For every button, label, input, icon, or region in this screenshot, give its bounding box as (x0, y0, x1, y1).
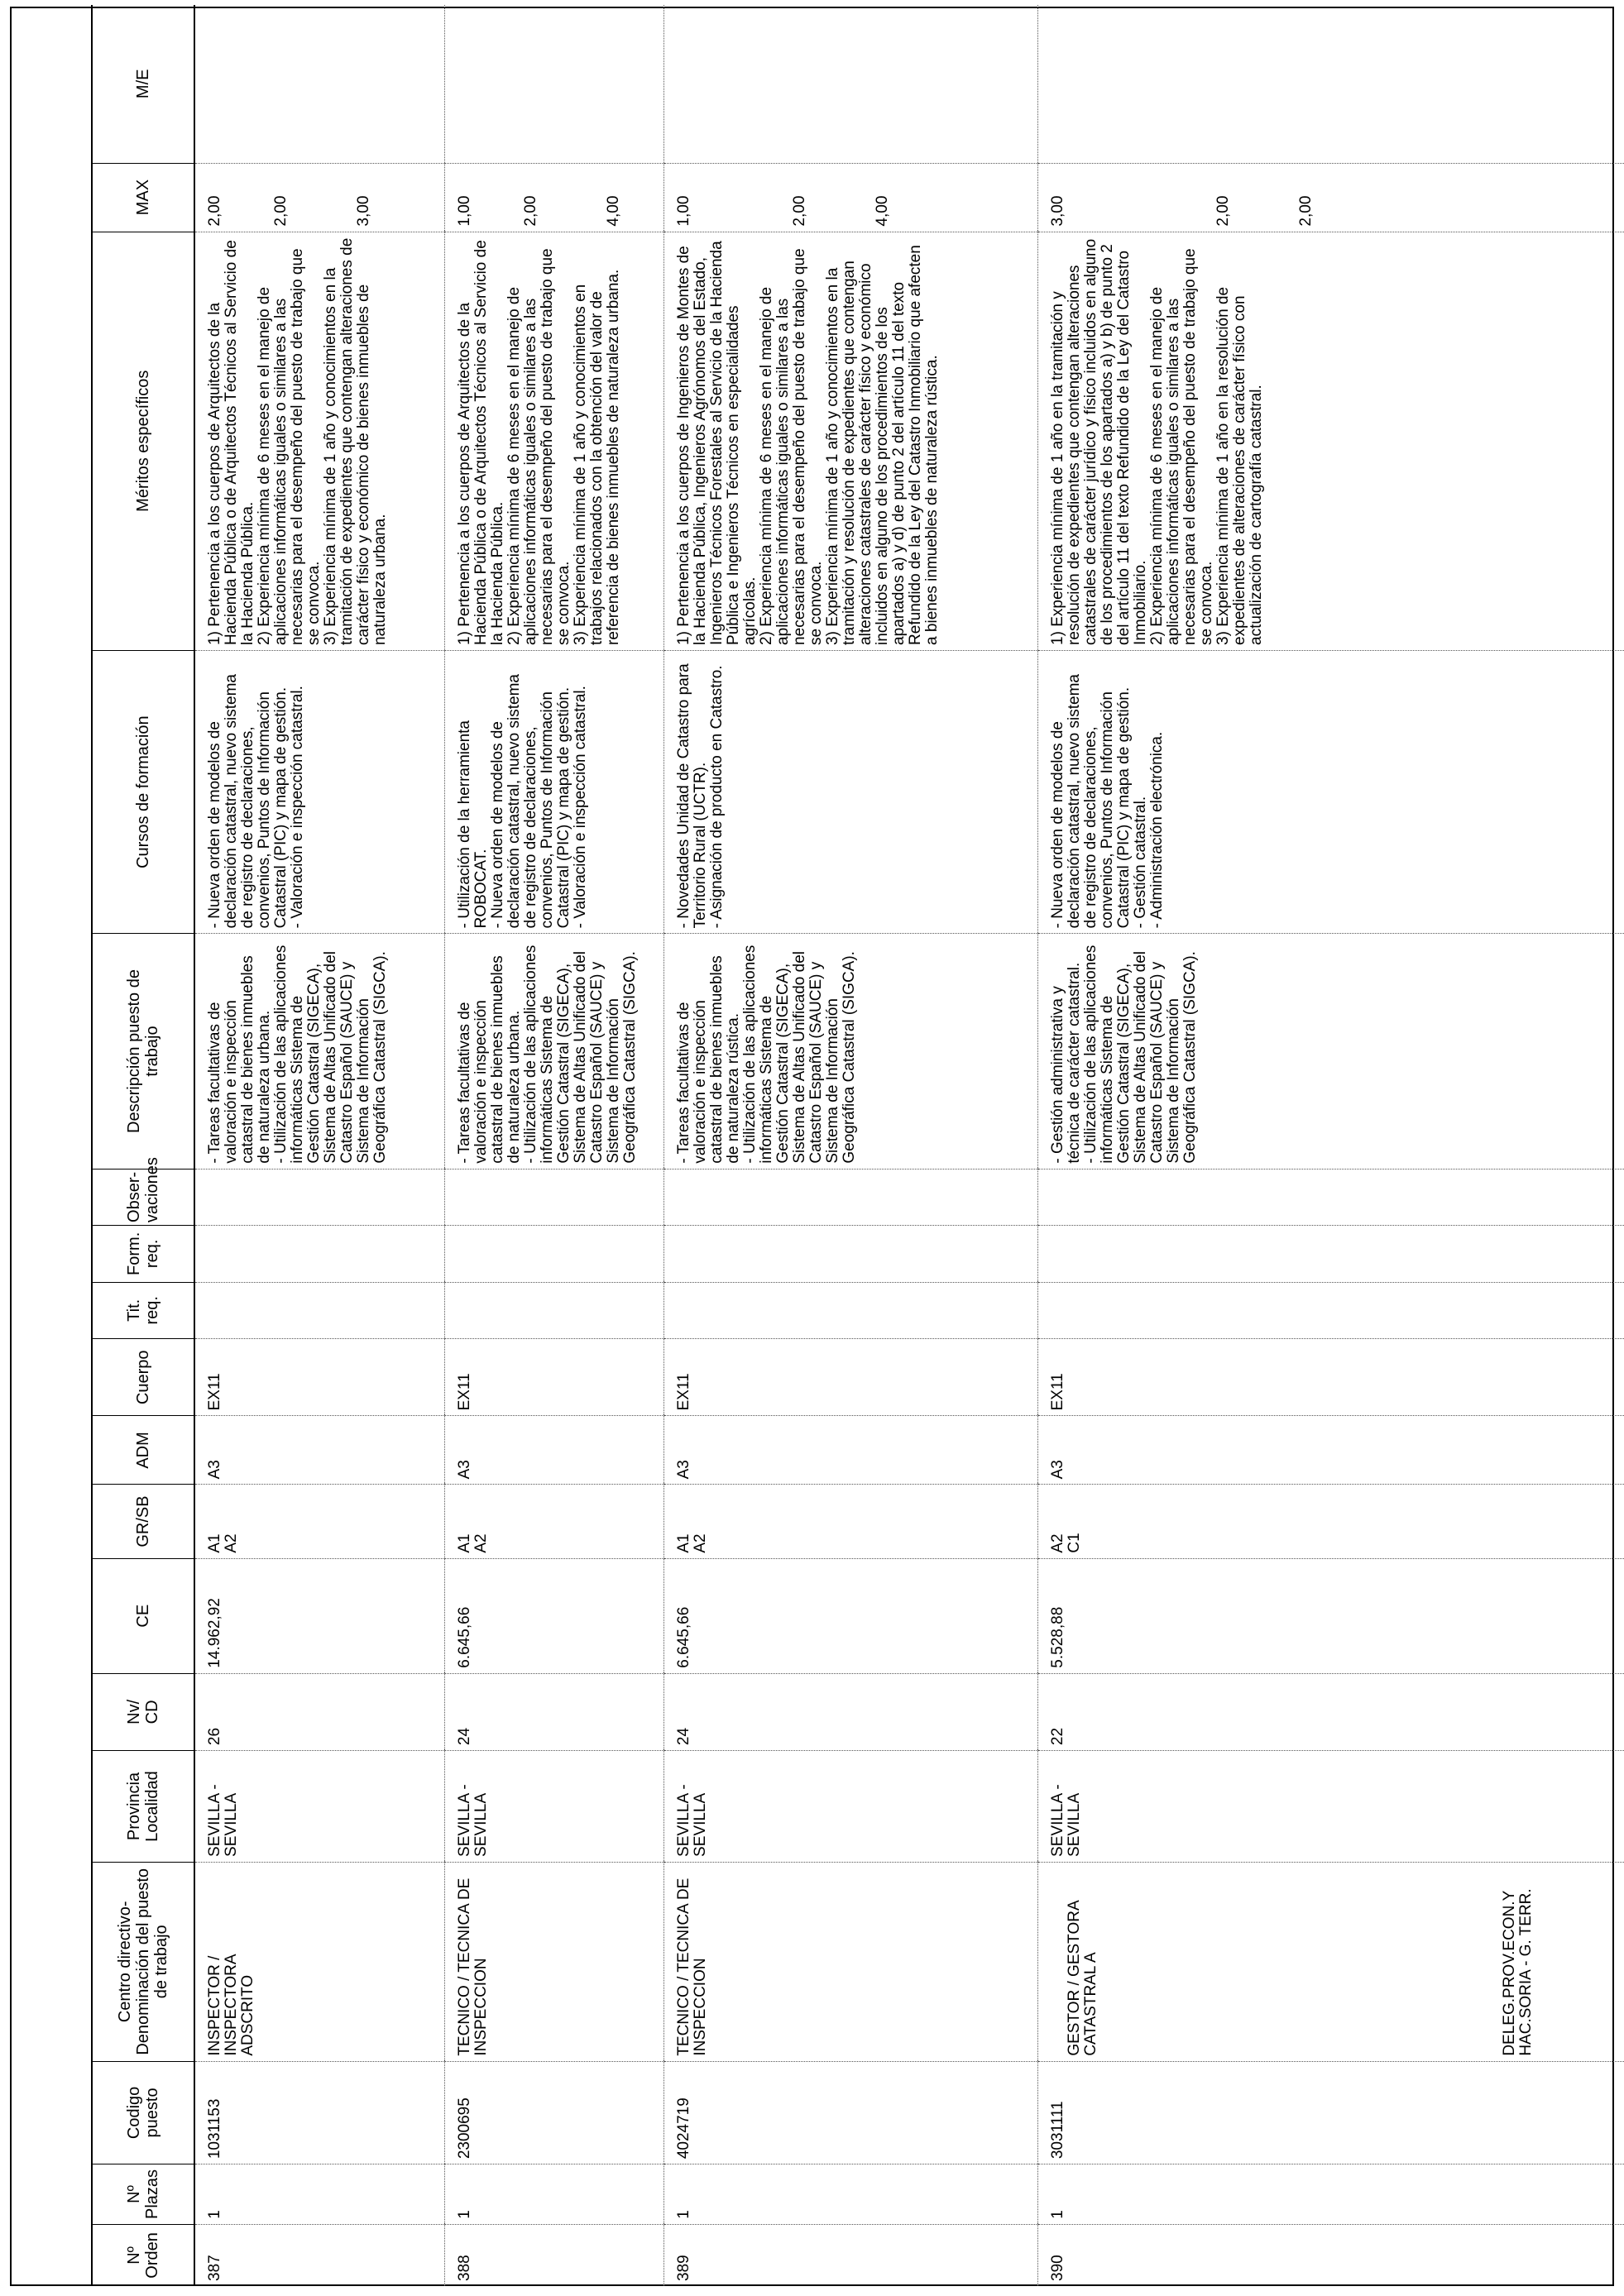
max-value: 3,00 (1048, 195, 1066, 227)
cell-nvcd: 26 (194, 1673, 444, 1750)
cell-form (444, 1226, 663, 1282)
cell-obs (1037, 1169, 1624, 1225)
header-adm: ADM (92, 1416, 194, 1485)
cell-ce: 5.528,88 (1037, 1558, 1624, 1673)
cell-ce: 6.645,66 (444, 1558, 663, 1673)
header-tit: Tit. req. (92, 1282, 194, 1338)
max-value: 4,00 (873, 195, 891, 227)
header-codigo: Codigo puesto (92, 2061, 194, 2164)
cell-nvcd: 24 (444, 1673, 663, 1750)
max-value: 2,00 (521, 195, 539, 227)
header-ce: CE (92, 1558, 194, 1673)
cell-max (444, 163, 663, 232)
centro-denominacion: GESTOR / GESTORA CATASTRAL A (1065, 1900, 1099, 2056)
cell-tit (1037, 1282, 1624, 1338)
header-provincia: Provincia Localidad (92, 1751, 194, 1863)
max-value: 1,00 (674, 195, 692, 227)
header-nvcd: Nv/ CD (92, 1673, 194, 1750)
cell-cursos: - Nueva orden de modelos de declaración catastral, nuevo sistema de registro de declaraciones, convenios, Puntos de Información Catastral (PIC) y mapa de gestión. - Valoración e inspección catastral. (194, 650, 444, 933)
cell-adm: A3 (194, 1416, 444, 1485)
cell-obs (663, 1169, 1037, 1225)
cell-provincia: SEVILLA - SEVILLA (663, 1751, 1037, 1863)
max-value: 4,00 (604, 195, 622, 227)
cell-codigo: 4024719 (663, 2061, 1037, 2164)
max-value: 2,00 (1296, 195, 1315, 227)
header-cuerpo: Cuerpo (92, 1339, 194, 1416)
max-value: 2,00 (790, 195, 808, 227)
cell-nvcd: 24 (663, 1673, 1037, 1750)
header-centro: Centro directivo- Denominación del puesto de trabajo (92, 1862, 194, 2061)
cell-cursos: - Utilización de la herramienta ROBOCAT. - Nueva orden de modelos de declaración catastral, nuevo sistema de registro de declaraciones, convenios, Puntos de Información Catastral (PIC) y mapa de gestión. - Valoración e inspección catastral. (444, 650, 663, 933)
cell-grsb: A1 A2 (444, 1485, 663, 1558)
header-descripcion: Descripción puesto de trabajo (92, 934, 194, 1169)
cell-max (1037, 163, 1624, 232)
job-positions-table (91, 5, 1624, 2286)
cell-adm: A3 (1037, 1416, 1624, 1485)
max-value: 1,00 (455, 195, 473, 227)
table-row (444, 5, 663, 2286)
table-row (194, 5, 444, 2286)
cell-codigo: 2300695 (444, 2061, 663, 2164)
max-value: 3,00 (355, 195, 372, 227)
cell-max (194, 163, 444, 232)
cell-provincia: SEVILLA - SEVILLA (444, 1751, 663, 1863)
cell-orden: 389 (663, 2224, 1037, 2286)
header-orden: Nº Orden (92, 2224, 194, 2286)
table-row (663, 5, 1037, 2286)
cell-obs (194, 1169, 444, 1225)
table-header (92, 5, 194, 2286)
cell-tit (444, 1282, 663, 1338)
cell-adm: A3 (663, 1416, 1037, 1485)
header-meritos: Méritos específicos (92, 232, 194, 650)
max-value: 2,00 (1214, 195, 1232, 227)
cell-orden: 388 (444, 2224, 663, 2286)
cell-tit (194, 1282, 444, 1338)
cell-cursos: - Nueva orden de modelos de declaración catastral, nuevo sistema de registro de declaraciones, convenios, Puntos de Información Catastral (PIC) y mapa de gestión. - Gestión catastral. - Administración electrónica. (1037, 650, 1624, 933)
header-cursos: Cursos de formación (92, 650, 194, 933)
cell-meritos: 1) Pertenencia a los cuerpos de Ingenieros de Montes de la Hacienda Pública, Ingenieros Agrónomos del Estado, Ingenieros Técnicos Forestales al Servicio de la Hacienda Pública e Ingenieros Técnicos en especialidades agrícolas. 2) Experiencia mínima de 6 meses en el manejo de aplicaciones informáticas iguales o similares a las necesarias para el desempeño del puesto de trabajo que se convoca. 3) Experiencia mínima de 1 año y conocimientos en la tramitación y resolución de expedientes que contengan alteraciones catastrales de carácter físico y económico incluidos en alguno de los procedimientos de los apartados a) y d) de punto 2 del artículo 11 del texto Refundido de la Ley del Catastro Inmobiliario que afecten a bienes inmuebles de naturaleza rústica. (663, 232, 1037, 650)
cell-orden: 390 (1037, 2224, 1624, 2286)
cell-centro: INSPECTOR / INSPECTORA ADSCRITO (194, 1862, 444, 2061)
cell-descripcion: - Tareas facultativas de valoración e inspección catastral de bienes inmuebles de naturaleza rústica. - Utilización de las aplicaciones informáticas Sistema de Gestión Catastral (SIGECA), Sistema de Altas Unificado del Catastro Español (SAUCE) y Sistema de Información Geográfica Catastral (SIGCA). (663, 934, 1037, 1169)
cell-obs (444, 1169, 663, 1225)
cell-centro (1037, 1862, 1624, 2061)
cell-codigo: 1031153 (194, 2061, 444, 2164)
cell-centro: TECNICO / TECNICA DE INSPECCION (663, 1862, 1037, 2061)
cell-orden: 387 (194, 2224, 444, 2286)
header-me: M/E (134, 69, 152, 99)
cell-plazas: 1 (444, 2164, 663, 2225)
cell-grsb: A2 C1 (1037, 1485, 1624, 1558)
cell-descripcion: - Tareas facultativas de valoración e inspección catastral de bienes inmuebles de naturaleza urbana. - Utilización de las aplicaciones informáticas Sistema de Gestión Catastral (SIGECA), Sistema de Altas Unificado del Catastro Español (SAUCE) y Sistema de Información Geográfica Catastral (SIGCA). (194, 934, 444, 1169)
cell-me (663, 5, 1037, 163)
delegacion-label: DELEG.PROV.ECON.Y HAC.SORIA - G. TERR. (1500, 1888, 1535, 2056)
cell-codigo: 3031111 (1037, 2061, 1624, 2164)
max-value: 2,00 (272, 195, 290, 227)
cell-me (194, 5, 444, 163)
header-max: MAX (92, 163, 194, 232)
cell-me (444, 5, 663, 163)
cell-grsb: A1 A2 (194, 1485, 444, 1558)
cell-me (1037, 5, 1624, 163)
cell-plazas: 1 (663, 2164, 1037, 2225)
header-obs: Obser- vaciones (92, 1169, 194, 1225)
cell-grsb: A1 A2 (663, 1485, 1037, 1558)
cell-form (1037, 1226, 1624, 1282)
header-plazas: Nº Plazas (92, 2164, 194, 2225)
cell-plazas: 1 (1037, 2164, 1624, 2225)
header-form: Form. req. (92, 1226, 194, 1282)
cell-cuerpo: EX11 (1037, 1339, 1624, 1416)
cell-descripcion: - Gestión administrativa y técnica de carácter catastral. - Utilización de las aplicaciones informáticas Sistema de Gestión Catastral (SIGECA), Sistema de Altas Unificado del Catastro Español (SAUCE) y Sistema de Información Geográfica Catastral (SIGCA). (1037, 934, 1624, 1169)
cell-cursos: - Novedades Unidad de Catastro para Territorio Rural (UCTR). - Asignación de producto en Catastro. (663, 650, 1037, 933)
cell-provincia: SEVILLA - SEVILLA (1037, 1751, 1624, 1863)
cell-cuerpo: EX11 (663, 1339, 1037, 1416)
cell-form (194, 1226, 444, 1282)
cell-max (663, 163, 1037, 232)
cell-tit (663, 1282, 1037, 1338)
cell-centro: TECNICO / TECNICA DE INSPECCION (444, 1862, 663, 2061)
max-value: 2,00 (206, 195, 223, 227)
header-grsb: GR/SB (92, 1485, 194, 1558)
cell-provincia: SEVILLA - SEVILLA (194, 1751, 444, 1863)
cell-ce: 6.645,66 (663, 1558, 1037, 1673)
cell-nvcd: 22 (1037, 1673, 1624, 1750)
cell-plazas: 1 (194, 2164, 444, 2225)
cell-meritos: 1) Pertenencia a los cuerpos de Arquitectos de la Hacienda Pública o de Arquitectos Técnicos al Servicio de la Hacienda Pública. 2) Experiencia mínima de 6 meses en el manejo de aplicaciones informáticas iguales o similares a las necesarias para el desempeño del puesto de trabajo que se convoca. 3) Experiencia mínima de 1 año y conocimientos en trabajos relacionados con la obtención del valor de referencia de bienes inmuebles de naturaleza urbana. (444, 232, 663, 650)
cell-meritos: 1) Experiencia mínima de 1 año en la tramitación y resolución de expedientes que contengan alteraciones catastrales de carácter jurídico y físico incluidos en alguno de los procedimientos de los apartados a) y b) de punto 2 del artículo 11 del texto Refundido de la Ley del Catastro Inmobiliario. 2) Experiencia mínima de 6 meses en el manejo de aplicaciones informáticas iguales o similares a las necesarias para el desempeño del puesto de trabajo que se convoca. 3) Experiencia mínima de 1 año en la resolución de expedientes de alteraciones de carácter físico con actualización de cartografía catastral. (1037, 232, 1624, 650)
cell-form (663, 1226, 1037, 1282)
cell-ce: 14.962,92 (194, 1558, 444, 1673)
cell-cuerpo: EX11 (194, 1339, 444, 1416)
cell-descripcion: - Tareas facultativas de valoración e inspección catastral de bienes inmuebles de naturaleza urbana. - Utilización de las aplicaciones informáticas Sistema de Gestión Catastral (SIGECA), Sistema de Altas Unificado del Catastro Español (SAUCE) y Sistema de Información Geográfica Catastral (SIGCA). (444, 934, 663, 1169)
cell-cuerpo: EX11 (444, 1339, 663, 1416)
cell-meritos: 1) Pertenencia a los cuerpos de Arquitectos de la Hacienda Pública o de Arquitectos Técnicos al Servicio de la Hacienda Pública. 2) Experiencia mínima de 6 meses en el manejo de aplicaciones informáticas iguales o similares a las necesarias para el desempeño del puesto de trabajo que se convoca. 3) Experiencia mínima de 1 año y conocimientos en la tramitación de expedientes que contengan alteraciones de carácter físico y económico de bienes inmuebles de naturaleza urbana. (194, 232, 444, 650)
table-row (1037, 5, 1624, 2286)
cell-adm: A3 (444, 1416, 663, 1485)
